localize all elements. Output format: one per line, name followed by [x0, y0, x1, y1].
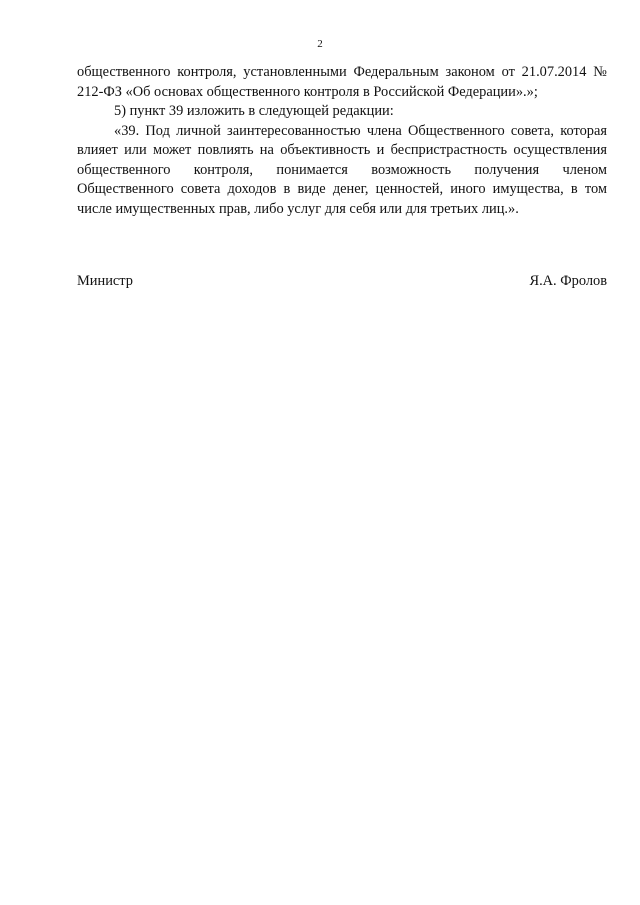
signatory-name: Я.А. Фролов — [529, 273, 607, 289]
signatory-position: Министр — [77, 273, 133, 289]
page-number: 2 — [317, 38, 323, 50]
paragraph-item-5: 5) пункт 39 изложить в следующей редакции: — [114, 103, 394, 119]
paragraph-continuation: общественного контроля, установленными Федеральным законом от 21.07.2014 № 212-ФЗ «Об основах общественного контроля в Российской Федерации».»; — [77, 64, 607, 100]
document-body — [77, 63, 607, 219]
paragraph-clause-39: «39. Под личной заинтересованностью члена Общественного совета, которая влияет или может повлиять на объективность и беспристрастность осуществления общественного контроля, понимается возможность получения членом Общественного совета доходов в виде денег, ценностей, иного имущества, в том числе имущественных прав, либо услуг для себя или для третьих лиц.». — [77, 122, 607, 217]
signature-block — [77, 272, 607, 292]
